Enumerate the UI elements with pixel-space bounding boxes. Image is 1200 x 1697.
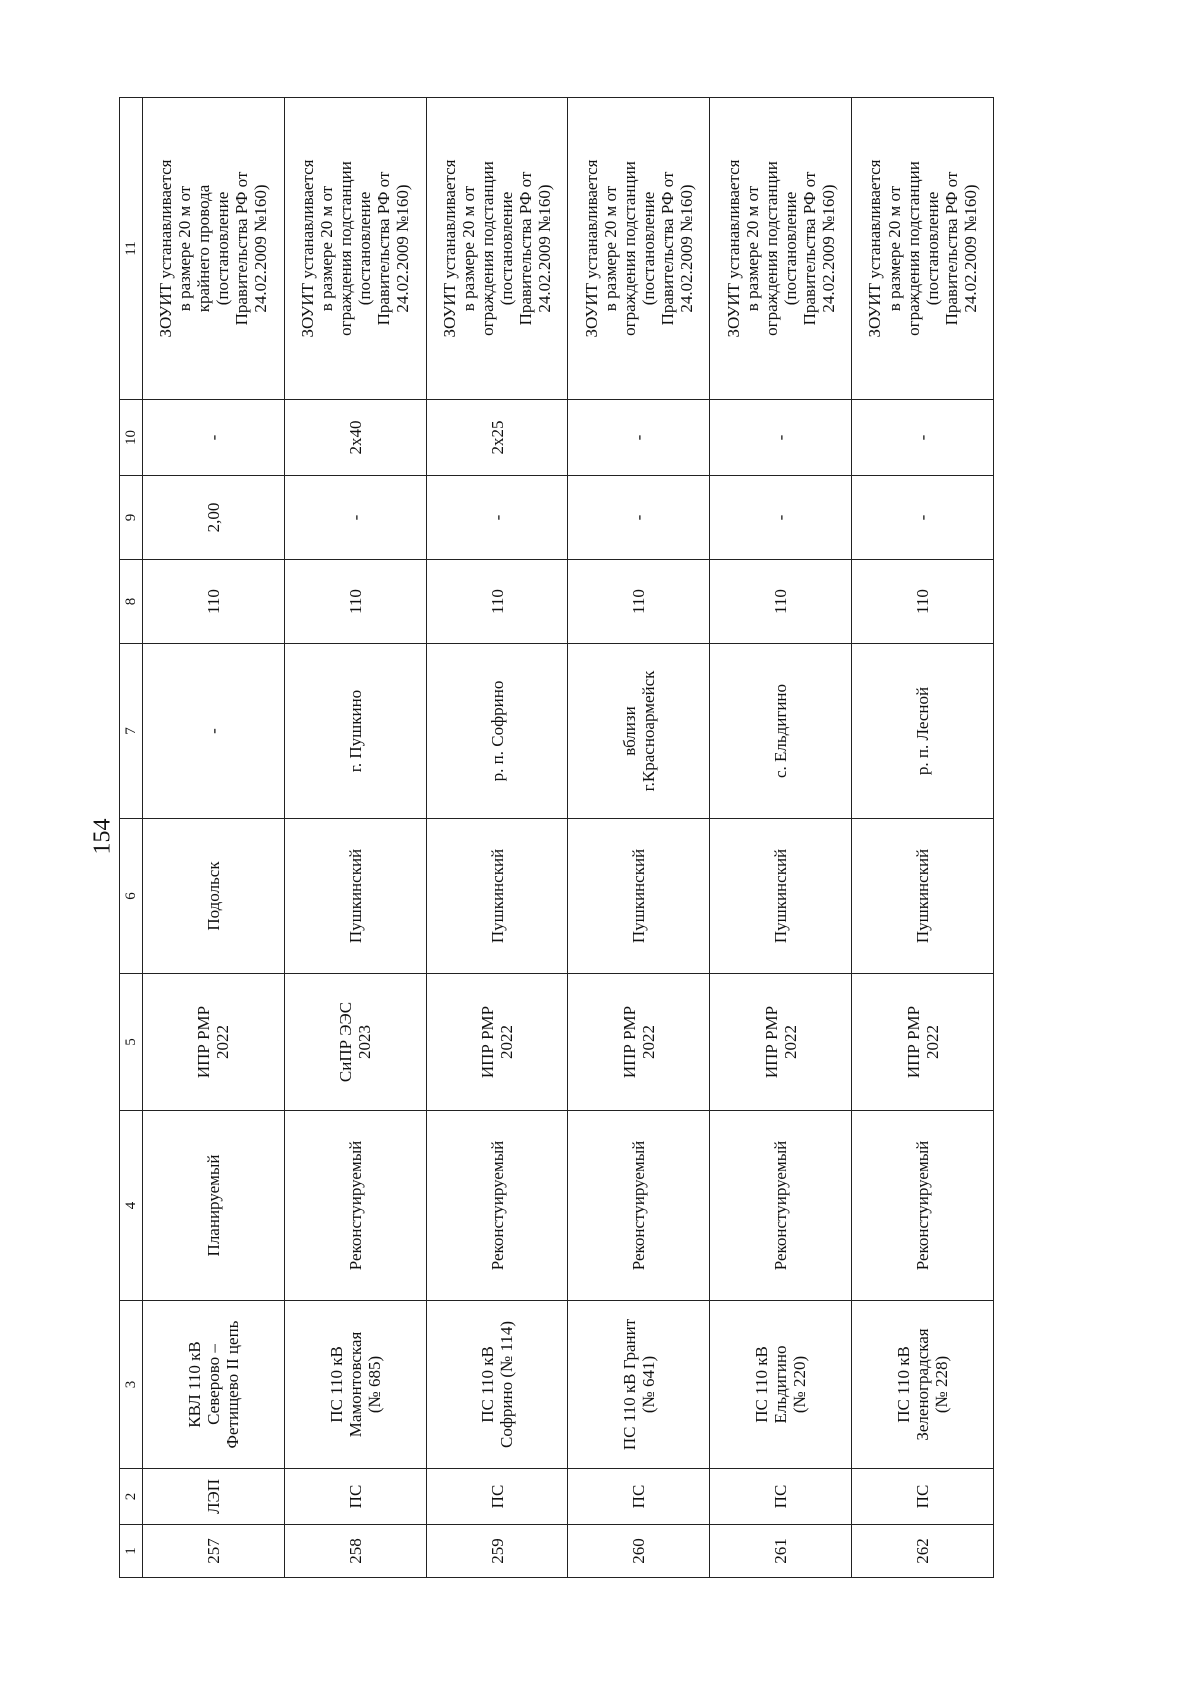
zone-description-cell — [143, 98, 285, 400]
length-cell: - — [852, 476, 994, 560]
object-name-cell-line: ПС 110 кВ — [894, 1346, 914, 1423]
object-type-cell: ПС — [284, 1469, 426, 1525]
object-name-cell-line: (№ 685) — [364, 1355, 384, 1414]
column-header: 4 — [120, 1111, 143, 1301]
table-body — [143, 98, 994, 1578]
zone-description-cell-line: ЗОУИТ устанавливается — [439, 159, 459, 338]
source-document-cell — [284, 974, 426, 1111]
source-document-cell-line: ИПР РМР — [194, 1005, 214, 1079]
zone-description-cell-line: 24.02.2009 №160) — [818, 184, 838, 313]
location-cell-line: р. п. Лесной — [913, 686, 933, 776]
row-number-cell: 259 — [426, 1525, 568, 1578]
source-document-cell — [426, 974, 568, 1111]
rotated-table-container — [119, 98, 994, 1578]
zone-description-cell-line: ЗОУИТ устанавливается — [298, 159, 318, 338]
location-cell — [284, 644, 426, 819]
table-row — [568, 98, 710, 1578]
object-status-cell: Планируемый — [143, 1111, 285, 1301]
zone-description-cell-line: (постановление — [213, 191, 233, 306]
column-header: 6 — [120, 819, 143, 974]
source-document-cell — [710, 974, 852, 1111]
zone-description-cell-line: ЗОУИТ устанавливается — [581, 159, 601, 338]
zone-description-cell-line: в размере 20 м от — [742, 185, 762, 312]
source-document-cell-line: ИПР РМР — [478, 1005, 498, 1079]
voltage-cell: 110 — [852, 560, 994, 644]
power-cell: 2х25 — [426, 400, 568, 476]
zone-description-cell-line: ограждения подстанции — [619, 161, 639, 336]
zone-description-cell-line: Правительства РФ от — [374, 171, 394, 326]
zone-description-cell-line: ЗОУИТ устанавливается — [865, 159, 885, 338]
object-name-cell-line: (№ 220) — [790, 1355, 810, 1414]
municipality-cell: Подольск — [143, 819, 285, 974]
length-cell: - — [568, 476, 710, 560]
power-cell: - — [568, 400, 710, 476]
column-header: 3 — [120, 1301, 143, 1469]
object-name-cell-line: ПС 110 кВ Гранит — [619, 1318, 639, 1451]
voltage-cell: 110 — [143, 560, 285, 644]
zone-description-cell — [568, 98, 710, 400]
object-status-cell: Реконстуируемый — [568, 1111, 710, 1301]
object-name-cell — [284, 1301, 426, 1469]
zone-description-cell-line: в размере 20 м от — [317, 185, 337, 312]
zone-description-cell-line: Правительства РФ от — [799, 171, 819, 326]
zone-description-cell-line: 24.02.2009 №160) — [393, 184, 413, 313]
zone-description-cell-line: 24.02.2009 №160) — [676, 184, 696, 313]
municipality-cell: Пушкинский — [284, 819, 426, 974]
zone-description-cell-line: Правительства РФ от — [516, 171, 536, 326]
column-header: 9 — [120, 476, 143, 560]
location-cell-line: г. Пушкино — [345, 689, 365, 773]
length-cell: - — [284, 476, 426, 560]
municipality-cell: Пушкинский — [710, 819, 852, 974]
table-row — [710, 98, 852, 1578]
zone-description-cell-line: (постановление — [922, 191, 942, 306]
object-type-cell: ЛЭП — [143, 1469, 285, 1525]
column-header: 1 — [120, 1525, 143, 1578]
object-type-cell: ПС — [710, 1469, 852, 1525]
object-name-cell-line: Ельдигино — [771, 1345, 791, 1424]
table-row — [852, 98, 994, 1578]
source-document-cell — [143, 974, 285, 1111]
location-cell-line: вблизи — [619, 706, 639, 756]
municipality-cell: Пушкинский — [426, 819, 568, 974]
object-name-cell-line: ПС 110 кВ — [478, 1346, 498, 1423]
object-name-cell-line: КВЛ 110 кВ — [184, 1341, 204, 1428]
length-cell: - — [710, 476, 852, 560]
location-cell — [426, 644, 568, 819]
zone-description-cell — [710, 98, 852, 400]
object-status-cell: Реконстуируемый — [710, 1111, 852, 1301]
location-cell — [568, 644, 710, 819]
objects-table — [119, 97, 994, 1578]
location-cell-line: г.Красноармейск — [638, 670, 658, 792]
municipality-cell: Пушкинский — [852, 819, 994, 974]
column-header: 10 — [120, 400, 143, 476]
location-cell-line: с. Ельдигино — [771, 683, 791, 779]
zone-description-cell-line: (постановление — [638, 191, 658, 306]
location-cell — [710, 644, 852, 819]
zone-description-cell-line: ЗОУИТ устанавливается — [723, 159, 743, 338]
object-name-cell — [426, 1301, 568, 1469]
object-type-cell: ПС — [426, 1469, 568, 1525]
object-status-cell: Реконстуируемый — [426, 1111, 568, 1301]
zone-description-cell — [852, 98, 994, 400]
zone-description-cell-line: Правительства РФ от — [941, 171, 961, 326]
column-header: 5 — [120, 974, 143, 1111]
power-cell: 2х40 — [284, 400, 426, 476]
zone-description-cell — [426, 98, 568, 400]
table-row — [284, 98, 426, 1578]
voltage-cell: 110 — [284, 560, 426, 644]
source-document-cell-line: ИПР РМР — [761, 1005, 781, 1079]
length-cell: 2,00 — [143, 476, 285, 560]
source-document-cell-line: 2022 — [780, 1025, 800, 1059]
zone-description-cell — [284, 98, 426, 400]
source-document-cell-line: ИПР РМР — [903, 1005, 923, 1079]
object-status-cell: Реконстуируемый — [852, 1111, 994, 1301]
object-type-cell: ПС — [852, 1469, 994, 1525]
zone-description-cell-line: Правительства РФ от — [657, 171, 677, 326]
object-type-cell: ПС — [568, 1469, 710, 1525]
object-name-cell-line: Мамонтовская — [345, 1331, 365, 1438]
row-number-cell: 260 — [568, 1525, 710, 1578]
zone-description-cell-line: Правительства РФ от — [232, 171, 252, 326]
voltage-cell: 110 — [426, 560, 568, 644]
object-status-cell: Реконстуируемый — [284, 1111, 426, 1301]
length-cell: - — [426, 476, 568, 560]
zone-description-cell-line: в размере 20 м от — [600, 185, 620, 312]
zone-description-cell-line: 24.02.2009 №160) — [535, 184, 555, 313]
zone-description-cell-line: ограждения подстанции — [903, 161, 923, 336]
row-number-cell: 261 — [710, 1525, 852, 1578]
column-header: 2 — [120, 1469, 143, 1525]
zone-description-cell-line: ограждения подстанции — [478, 161, 498, 336]
row-number-cell: 258 — [284, 1525, 426, 1578]
column-header: 7 — [120, 644, 143, 819]
source-document-cell-line: 2022 — [638, 1025, 658, 1059]
location-cell-line: - — [203, 728, 223, 734]
source-document-cell-line: 2022 — [213, 1025, 233, 1059]
row-number-cell: 262 — [852, 1525, 994, 1578]
object-name-cell-line: (№ 228) — [932, 1355, 952, 1414]
row-number-cell: 257 — [143, 1525, 285, 1578]
zone-description-cell-line: ограждения подстанции — [336, 161, 356, 336]
zone-description-cell-line: (постановление — [355, 191, 375, 306]
voltage-cell: 110 — [568, 560, 710, 644]
voltage-cell: 110 — [710, 560, 852, 644]
object-name-cell — [710, 1301, 852, 1469]
zone-description-cell-line: ЗОУИТ устанавливается — [156, 159, 176, 338]
zone-description-cell-line: (постановление — [497, 191, 517, 306]
zone-description-cell-line: в размере 20 м от — [884, 185, 904, 312]
power-cell: - — [143, 400, 285, 476]
object-name-cell-line: Фетищево II цепь — [222, 1320, 242, 1449]
source-document-cell-line: 2022 — [497, 1025, 517, 1059]
object-name-cell — [852, 1301, 994, 1469]
object-name-cell-line: Северово – — [203, 1344, 223, 1425]
column-header: 11 — [120, 98, 143, 400]
object-name-cell-line: ПС 110 кВ — [752, 1346, 772, 1423]
object-name-cell-line: Зеленоградская — [913, 1328, 933, 1441]
zone-description-cell-line: 24.02.2009 №160) — [251, 184, 271, 313]
source-document-cell — [568, 974, 710, 1111]
table-row — [143, 98, 285, 1578]
zone-description-cell-line: 24.02.2009 №160) — [960, 184, 980, 313]
page-number: 154 — [89, 818, 116, 855]
zone-description-cell-line: (постановление — [780, 191, 800, 306]
object-name-cell-line: Софрино (№ 114) — [497, 1321, 517, 1448]
location-cell — [852, 644, 994, 819]
object-name-cell-line: ПС 110 кВ — [326, 1346, 346, 1423]
municipality-cell: Пушкинский — [568, 819, 710, 974]
table-row — [426, 98, 568, 1578]
power-cell: - — [852, 400, 994, 476]
column-number-row — [120, 98, 143, 1578]
object-name-cell — [568, 1301, 710, 1469]
source-document-cell-line: 2022 — [922, 1025, 942, 1059]
power-cell: - — [710, 400, 852, 476]
source-document-cell-line: СиПР ЭЭС — [336, 1001, 356, 1083]
column-header: 8 — [120, 560, 143, 644]
zone-description-cell-line: крайнего провода — [194, 184, 214, 313]
object-name-cell — [143, 1301, 285, 1469]
location-cell-line: р. п. Софрино — [487, 680, 507, 782]
source-document-cell-line: 2023 — [355, 1025, 375, 1059]
source-document-cell — [852, 974, 994, 1111]
source-document-cell-line: ИПР РМР — [619, 1005, 639, 1079]
zone-description-cell-line: ограждения подстанции — [761, 161, 781, 336]
zone-description-cell-line: в размере 20 м от — [175, 185, 195, 312]
location-cell — [143, 644, 285, 819]
object-name-cell-line: (№ 641) — [638, 1355, 658, 1414]
zone-description-cell-line: в размере 20 м от — [459, 185, 478, 312]
